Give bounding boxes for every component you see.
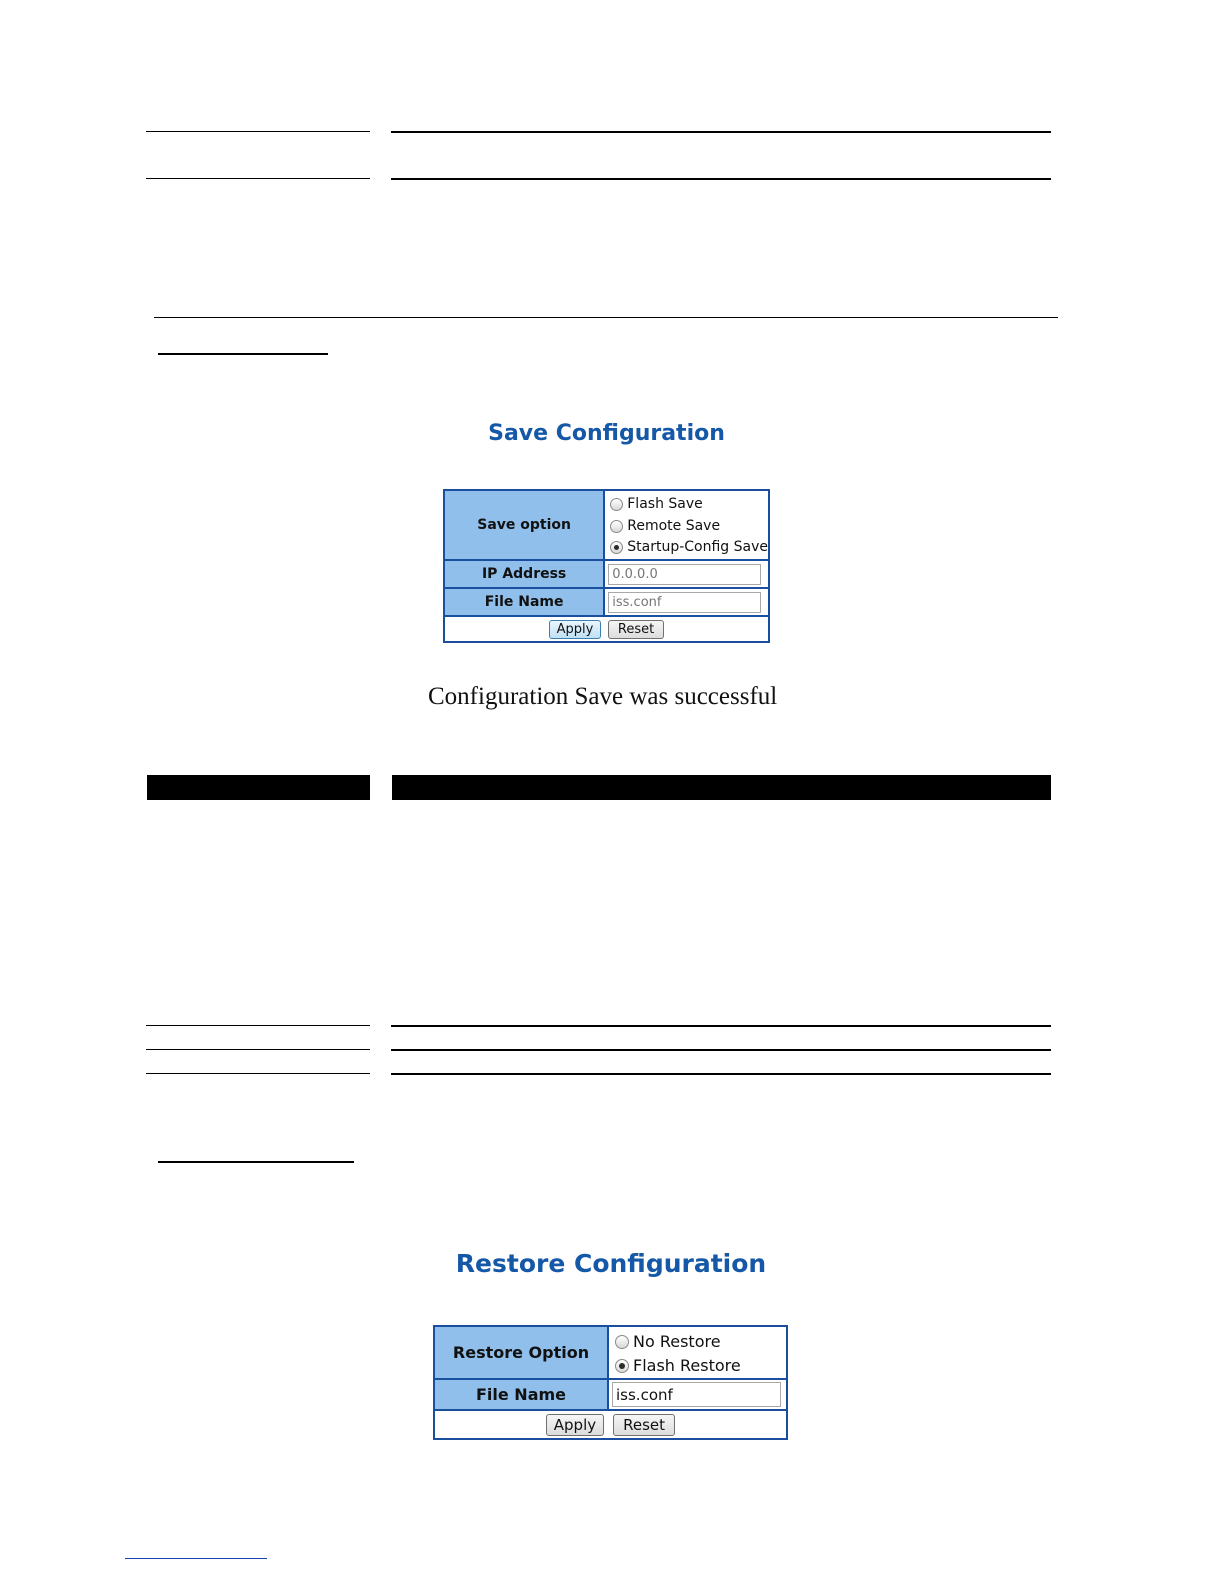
- table-header-bar: [392, 775, 1051, 800]
- save-option-label: Save option: [444, 490, 604, 560]
- heading-underline: [158, 353, 328, 355]
- divider-line: [146, 1073, 370, 1074]
- save-status-message: Configuration Save was successful: [428, 683, 778, 710]
- radio-button-icon[interactable]: [615, 1335, 629, 1349]
- radio-button-icon[interactable]: [610, 520, 623, 533]
- divider-line: [391, 1049, 1051, 1051]
- file-name-label: File Name: [434, 1379, 608, 1410]
- divider-line: [146, 1025, 370, 1026]
- reset-button[interactable]: Reset: [608, 620, 664, 639]
- restore-button-row: [434, 1410, 787, 1439]
- radio-button-icon[interactable]: [610, 498, 623, 511]
- restore-option-label: Restore Option: [434, 1326, 608, 1379]
- radio-remote-save[interactable]: Remote Save: [610, 516, 768, 538]
- restore-option-group: [608, 1326, 787, 1379]
- ip-address-input[interactable]: [608, 564, 761, 585]
- heading-underline: [158, 1161, 354, 1163]
- divider-line: [391, 178, 1051, 180]
- radio-startup-config-save[interactable]: Startup-Config Save: [610, 537, 768, 559]
- reset-button[interactable]: Reset: [613, 1414, 675, 1436]
- file-name-input[interactable]: [608, 592, 761, 613]
- radio-no-restore[interactable]: No Restore: [615, 1330, 786, 1354]
- restore-config-title: Restore Configuration: [455, 1249, 767, 1278]
- radio-flash-restore[interactable]: Flash Restore: [615, 1354, 786, 1378]
- apply-button[interactable]: Apply: [546, 1414, 604, 1436]
- divider-line: [146, 1049, 370, 1050]
- divider-line: [146, 131, 370, 132]
- file-name-label: File Name: [444, 588, 604, 616]
- file-name-input[interactable]: [612, 1382, 781, 1407]
- divider-line: [391, 131, 1051, 133]
- restore-config-form: [433, 1325, 788, 1440]
- divider-line: [391, 1025, 1051, 1027]
- apply-button[interactable]: Apply: [549, 620, 601, 639]
- ip-address-label: IP Address: [444, 560, 604, 588]
- radio-flash-save[interactable]: Flash Save: [610, 494, 768, 516]
- save-config-form: [443, 489, 770, 643]
- save-option-group: [604, 490, 769, 560]
- save-button-row: [444, 616, 769, 642]
- link-underline: [125, 1558, 267, 1559]
- radio-selected-icon[interactable]: [610, 541, 623, 554]
- save-config-title: Save Configuration: [488, 421, 725, 446]
- radio-selected-icon[interactable]: [615, 1359, 629, 1373]
- divider-line: [154, 317, 1058, 318]
- divider-line: [146, 178, 370, 179]
- table-header-bar: [147, 775, 370, 800]
- divider-line: [391, 1073, 1051, 1075]
